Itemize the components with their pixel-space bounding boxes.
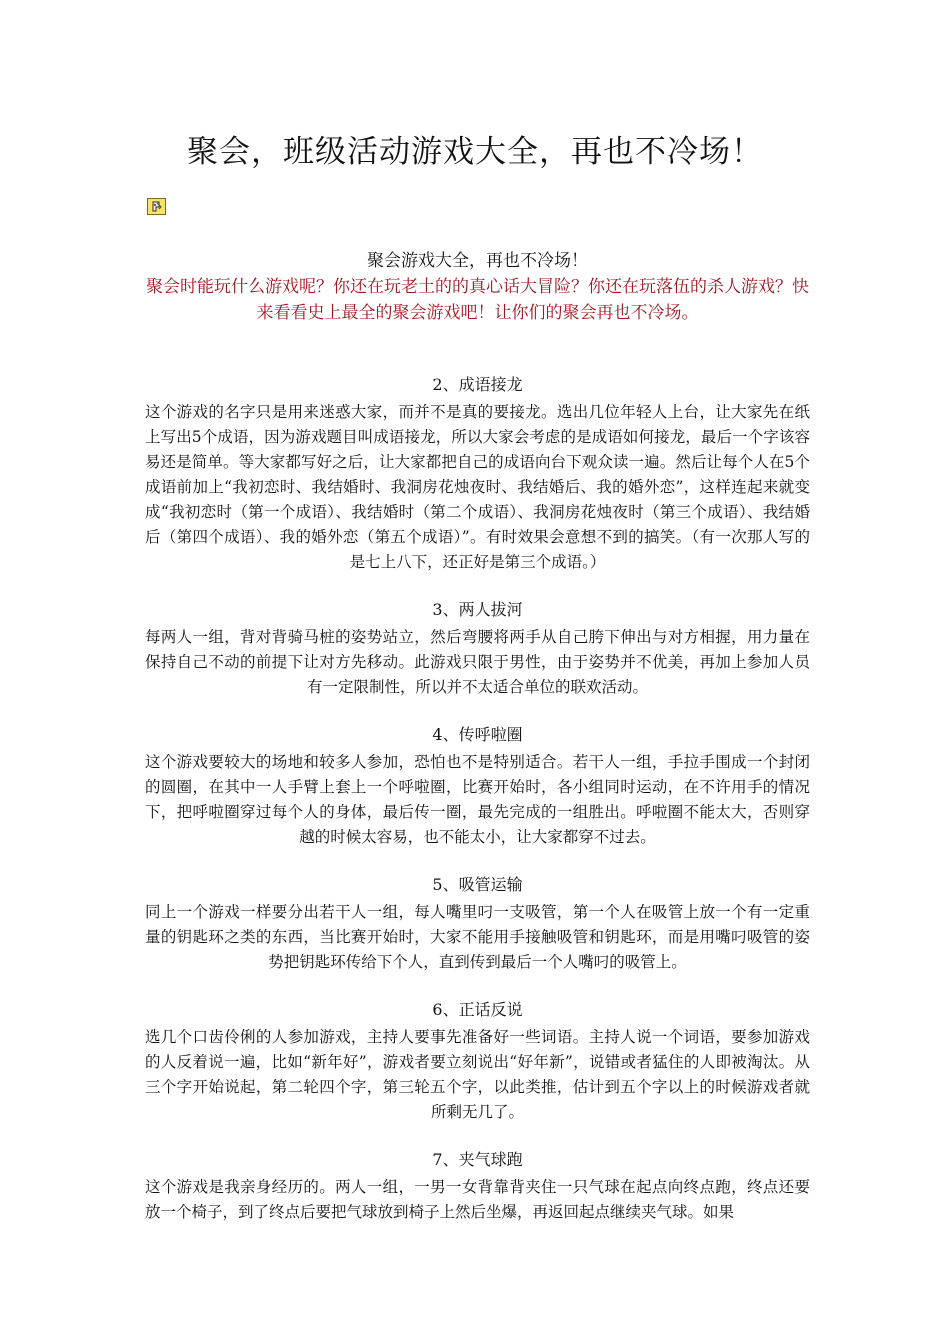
section-balloon-run: [145, 1148, 810, 1225]
section-heading: 5、吸管运输: [432, 875, 523, 894]
tagline: 聚会时能玩什么游戏呢？你还在玩老土的的真心话大冒险？你还在玩落伍的杀人游戏？快来看看史上最全的聚会游戏吧！让你们的聚会再也不冷场。: [146, 277, 809, 323]
broken-image-icon: [147, 198, 166, 215]
section-heading: 3、两人拔河: [432, 600, 523, 619]
section-body: 这个游戏要较大的场地和较多人参加，恐怕也不是特别适合。若干人一组，手拉手围成一个封闭的圆圈，在其中一人手臂上套上一个呼啦圈，比赛开始时，各小组同时运动，在不许用手的情况下，把呼啦圈穿过每个人的身体，最后传一圈，最先完成的一组胜出。呼啦圈不能太大，否则穿越的时候太容易，也不能太小，让大家都穿不过去。: [145, 753, 810, 846]
section-heading: 7、夹气球跑: [432, 1150, 523, 1169]
section-heading: 4、传呼啦圈: [432, 725, 523, 744]
section-body: 这个游戏是我亲身经历的。两人一组，一男一女背靠背夹住一只气球在起点向终点跑，终点还要放一个椅子，到了终点后要把气球放到椅子上然后坐爆，再返回起点继续夹气球。如果: [145, 1178, 810, 1221]
section-body: 同上一个游戏一样要分出若干人一组，每人嘴里叼一支吸管，第一个人在吸管上放一个有一定重量的钥匙环之类的东西，当比赛开始时，大家不能用手接触吸管和钥匙环，而是用嘴叼吸管的姿势把钥匙环传给下个人，直到传到最后一个人嘴叼的吸管上。: [145, 903, 810, 971]
section-body: 这个游戏的名字只是用来迷惑大家，而并不是真的要接龙。选出几位年轻人上台，让大家先在纸上写出5个成语，因为游戏题目叫成语接龙，所以大家会考虑的是成语如何接龙，最后一个字该容易还是简单。等大家都写好之后，让大家都把自己的成语向台下观众读一遍。然后让每个人在5个成语前加上“我初恋时、我结婚时、我洞房花烛夜时、我结婚后、我的婚外恋”，这样连起来就变成“我初恋时（第一个成语）、我结婚时（第二个成语）、我洞房花烛夜时（第三个成语）、我结婚后（第四个成语）、我的婚外恋（第五个成语）”。有时效果会意想不到的搞笑。（有一次那人写的是七上八下，还正好是第三个成语。）: [145, 403, 810, 571]
intro-block: [145, 248, 810, 326]
section-body: 选几个口齿伶俐的人参加游戏，主持人要事先准备好一些词语。主持人说一个词语，要参加游戏的人反着说一遍，比如“新年好”，游戏者要立刻说出“好年新”，说错或者猛住的人即被淘汰。从三个字开始说起，第二轮四个字，第三轮五个字，以此类推，估计到五个字以上的时候游戏者就所剩无几了。: [145, 1028, 810, 1121]
subtitle: 聚会游戏大全，再也不冷场！: [367, 251, 588, 271]
section-reverse-words: [145, 998, 810, 1125]
section-tug-of-war: [145, 598, 810, 700]
section-hula-hoop: [145, 723, 810, 850]
section-heading: 2、成语接龙: [432, 375, 523, 394]
section-heading: 6、正话反说: [432, 1000, 523, 1019]
section-idiom-chain: [145, 373, 810, 575]
section-body: 每两人一组，背对背骑马桩的姿势站立，然后弯腰将两手从自己胯下伸出与对方相握，用力量在保持自己不动的前提下让对方先移动。此游戏只限于男性，由于姿势并不优美，再加上参加人员有一定限制性，所以并不太适合单位的联欢活动。: [145, 628, 810, 696]
section-straw-transport: [145, 873, 810, 975]
sections-list: [145, 373, 810, 1248]
document-title: 聚会，班级活动游戏大全，再也不冷场！: [187, 134, 763, 170]
